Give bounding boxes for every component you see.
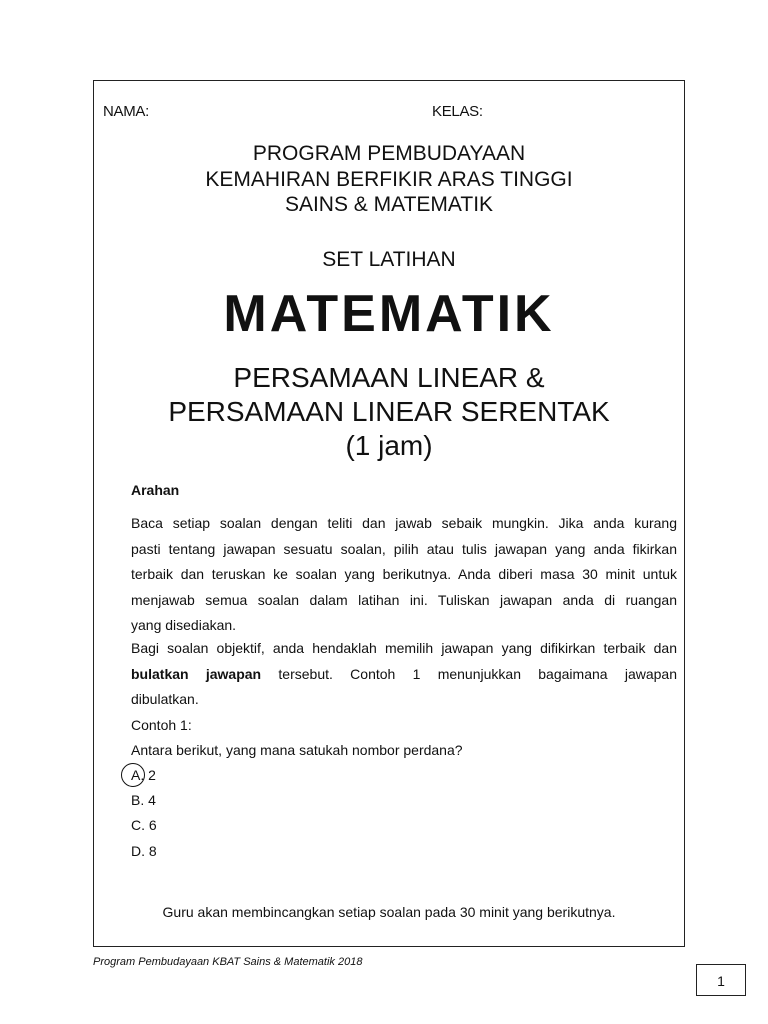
program-title-line-3: SAINS & MATEMATIK — [284, 193, 494, 216]
para1-line-5: yang disediakan. — [131, 617, 237, 633]
program-title-line-1: PROGRAM PEMBUDAYAAN — [252, 142, 526, 165]
para2-line-2 — [131, 662, 677, 688]
instructions-paragraph-2 — [131, 636, 677, 713]
set-latihan-label: SET LATIHAN — [322, 248, 456, 271]
page-number: 1 — [696, 964, 746, 996]
topic-line-1: PERSAMAAN LINEAR & — [233, 362, 545, 393]
subject-title: MATEMATIK — [223, 285, 555, 343]
footer-text: Program Pembudayaan KBAT Sains & Matematik 2018 — [93, 956, 363, 968]
para2-line-3: dibulatkan. — [131, 691, 199, 707]
option-c: C. 6 — [131, 817, 157, 833]
para1-line-4: menjawab semua soalan dalam latihan ini. Tuliskan jawapan anda di ruangan — [131, 591, 677, 608]
instructions-paragraph-1 — [131, 511, 677, 639]
para2-line-2-rest: tersebut. Contoh 1 menunjukkan bagaimana jawapan — [261, 665, 677, 682]
instructions-heading: Arahan — [131, 482, 180, 498]
example-question: Antara berikut, yang mana satukah nombor perdana? — [131, 742, 463, 758]
bulatkan-jawapan-emphasis: bulatkan jawapan — [131, 665, 262, 682]
para1-line-1: Baca setiap soalan dengan teliti dan jawab sebaik mungkin. Jika anda kurang — [131, 515, 677, 531]
program-title-line-2: KEMAHIRAN BERFIKIR ARAS TINGGI — [205, 168, 573, 191]
example-label: Contoh 1: — [131, 717, 192, 733]
para1-line-2: pasti tentang jawapan sesuatu soalan, pilih atau tulis jawapan yang anda fikirkan — [131, 540, 677, 557]
duration: (1 jam) — [345, 430, 433, 461]
topic-line-2: PERSAMAAN LINEAR SERENTAK — [168, 396, 610, 427]
para1-line-3: terbaik dan teruskan ke soalan yang berikutnya. Anda diberi masa 30 minit untuk — [131, 566, 677, 582]
para2-line-1: Bagi soalan objektif, anda hendaklah memilih jawapan yang difikirkan terbaik dan — [131, 640, 677, 656]
option-b: B. 4 — [131, 792, 156, 808]
kelas-label: KELAS: — [432, 103, 483, 120]
closing-note: Guru akan membincangkan setiap soalan pada 30 minit yang berikutnya. — [162, 904, 616, 920]
option-d: D. 8 — [131, 843, 157, 859]
option-a: A. 2 — [131, 767, 156, 783]
nama-label: NAMA: — [103, 103, 150, 120]
